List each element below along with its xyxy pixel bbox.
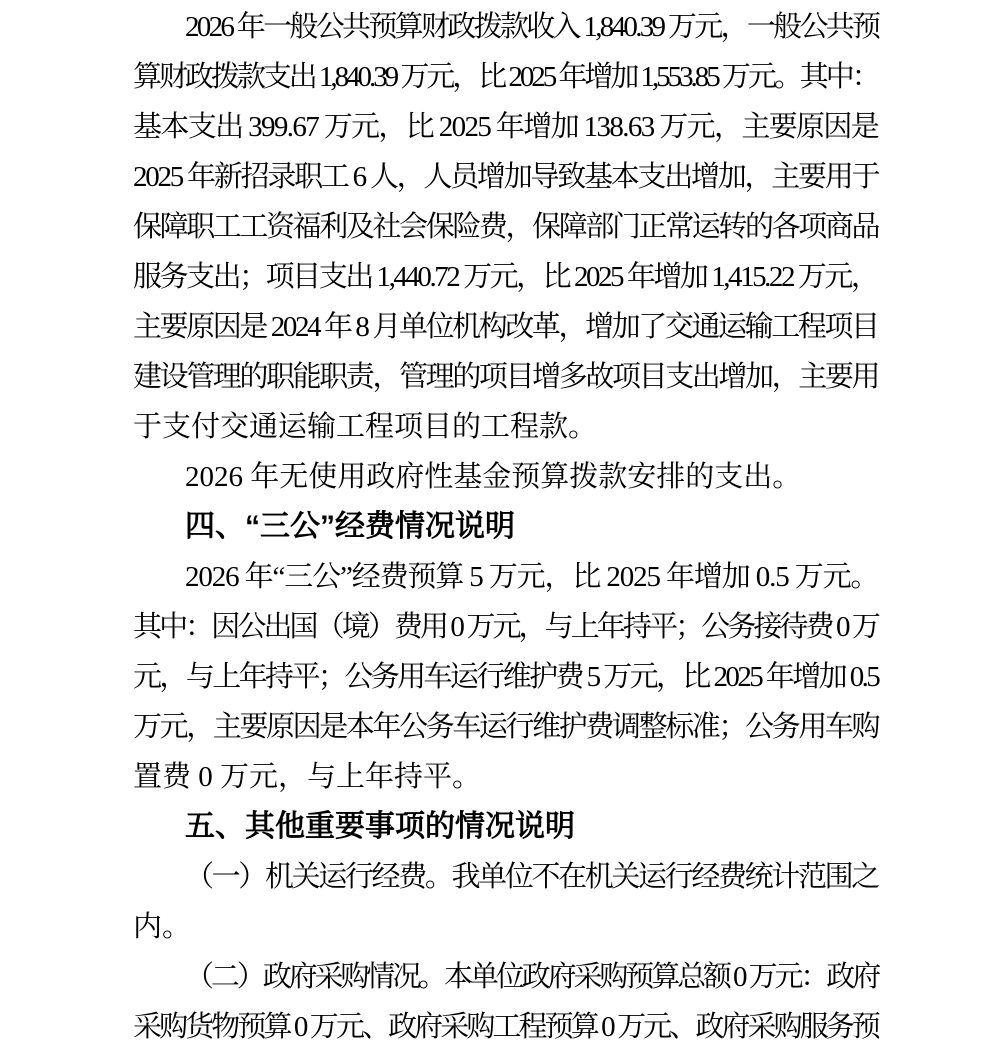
text-line: （二）政府采购情况。本单位政府采购预算总额 0 万元：政府 (185, 961, 879, 993)
text-line: 2026 年“三公”经费预算 5 万元，比 2025 年增加 0.5 万元。 (185, 561, 879, 593)
section-heading: 四、“三公”经费情况说明 (185, 510, 515, 543)
text-line: 2025 年新招录职工 6 人，人员增加导致基本支出增加，主要用于 (133, 161, 879, 193)
text-line: 主要原因是 2024 年 8 月单位机构改革，增加了交通运输工程项目 (133, 311, 878, 343)
section-heading: 五、其他重要事项的情况说明 (185, 810, 575, 843)
text-line: 万元，主要原因是本年公务车运行维护费调整标准；公务用车购 (133, 711, 879, 743)
text-line: 2026 年无使用政府性基金预算拨款安排的支出。 (185, 461, 802, 493)
text-line: 保障职工工资福利及社会保险费，保障部门正常运转的各项商品 (133, 211, 879, 243)
text-line: 服务支出；项目支出 1,440.72 万元，比 2025 年增加 1,415.22 万元， (133, 261, 878, 293)
text-line: 采购货物预算 0 万元、政府采购工程预算 0 万元、政府采购服务预 (133, 1011, 878, 1043)
document-text-block (133, 2, 878, 1052)
text-line: 置费 0 万元，与上年持平。 (133, 761, 482, 793)
text-line: 基本支出 399.67 万元，比 2025 年增加 138.63 万元，主要原因是 (133, 111, 879, 143)
text-line: 元，与上年持平；公务用车运行维护费 5 万元，比 2025 年增加 0.5 (133, 661, 879, 693)
text-line: 内。 (133, 911, 192, 943)
text-line: 其中：因公出国（境）费用 0 万元，与上年持平；公务接待费 0 万 (133, 611, 878, 643)
text-line: 算财政拨款支出 1,840.39 万元，比 2025 年增加 1,553.85 万元。其中： (133, 61, 878, 93)
text-line: 于支付交通运输工程项目的工程款。 (133, 411, 598, 443)
text-line: 建设管理的职能职责，管理的项目增多故项目支出增加，主要用 (133, 361, 879, 393)
text-line: 2026 年一般公共预算财政拨款收入 1,840.39 万元，一般公共预 (185, 11, 879, 43)
text-line: （一）机关运行经费。我单位不在机关运行经费统计范围之 (185, 861, 878, 893)
